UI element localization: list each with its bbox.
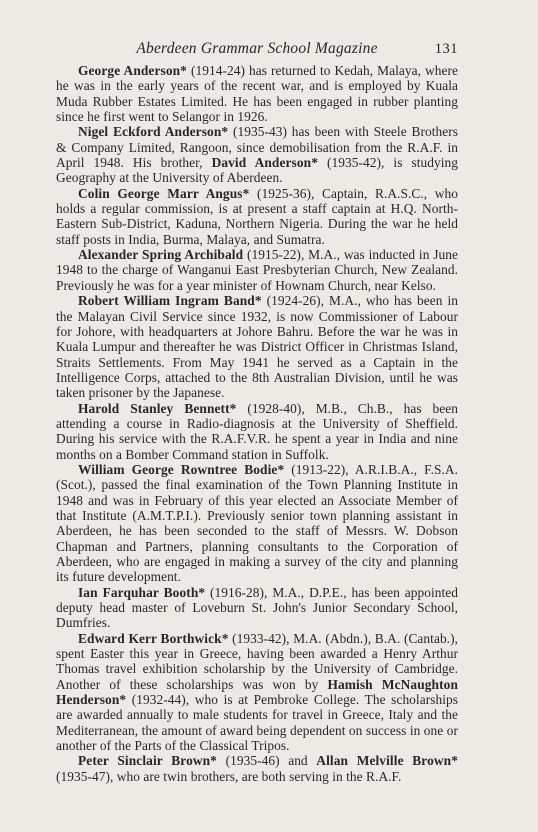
body-text (56, 63, 458, 784)
entry-name-secondary: Hamish McNaughton Henderson* (56, 676, 458, 708)
entry-peter-brown (56, 753, 458, 784)
entry-name: Harold Stanley Bennett* (78, 400, 237, 416)
entry-name: Peter Sinclair Brown* (78, 753, 217, 769)
page-header (56, 40, 458, 62)
entry-harold-bennett (56, 401, 458, 462)
entry-text: (1914-24) has returned to Kedah, Malaya, where he was in the early years of the recent war, and is employed by Kuala Muda Rubber Estates Limited. He has been engaged in rubber planting since he first went to Selangor in 1926. (56, 63, 458, 125)
entry-text: (1928-40), M.B., Ch.B., has been attending a course in Radio-diagnosis at the University of Sheffield. During his service with the R.A.F.V.R. he spent a year in India and nine months on a Bomber Command station in Suffolk. (56, 400, 458, 462)
entry-text: (1916-28), M.A., D.P.E., has been appointed deputy head master of Loveburn St. John's Junior Secondary School, Dumfries. (56, 584, 458, 631)
entry-text: (1913-22), A.R.I.B.A., F.S.A. (Scot.), passed the final examination of the Town Planning Institute in 1948 and was in February of this year elected an Associate Member of that Institute (A.M.T.P.I.). Previously senior town planning assistant in Aberdeen, he has been seconded to the staff of Messrs. W. Dobson Chapman and Partners, planning consultants to the Corporation of Aberdeen, who are engaged in making a survey of the city and planning its future development. (56, 461, 458, 585)
entry-name: Robert William Ingram Band* (78, 293, 262, 309)
entry-text: (1935-43) has been with Steele Brothers & Company Limited, Rangoon, since demobilisation from the R.A.F. in April 1948. His brother, (56, 124, 459, 171)
entry-alexander-archibald (56, 247, 458, 293)
entry-text: (1935-46) and (216, 753, 317, 769)
entry-name: Alexander Spring Archibald (78, 247, 244, 263)
entry-text: (1924-26), M.A., who has been in the Malayan Civil Service since 1932, is now Commissioner of Labour for Johore, with headquarters at Johore Bahru. Before the war he was in Kuala Lumpur and thereafter he was District Officer in Christmas Island, Straits Settlements. From May 1941 he served as a Captain in the Intelligence Corps, attached to the 8th Australian Division, until he was taken prisoner by the Japanese. (56, 293, 459, 401)
entry-text: (1933-42), M.A. (Abdn.), B.A. (Cantab.), spent Easter this year in Greece, having been awarded a Henry Arthur Thomas travel exhibition scholarship by the University of Cambridge. Another of these scholarships was won by (56, 630, 458, 692)
entry-text: (1925-36), Captain, R.A.S.C., who holds a regular commission, is at present a staff captain at H.Q. North-Eastern Sub-District, Kaduna, Northern Nigeria. During the war he held staff posts in India, Burma, Malaya, and Sumatra. (56, 185, 458, 247)
entry-name: Edward Kerr Borthwick* (78, 630, 229, 646)
entry-text-secondary: (1935-42), is studying Geography at the University of Aberdeen. (56, 155, 458, 186)
entry-name: William George Rowntree Bodie* (78, 461, 285, 477)
entry-william-bodie (56, 462, 458, 585)
entry-george-anderson (56, 63, 458, 124)
entry-text: (1915-22), M.A., was inducted in June 1948 to the charge of Wanganui East Presbyterian Church, New Zealand. Previously he was for a year minister of Hownam Church, near Kelso. (56, 247, 458, 293)
entry-text-secondary: (1935-47), who are twin brothers, are both serving in the R.A.F. (56, 768, 402, 784)
page-number: 131 (434, 41, 458, 57)
entry-robert-band (56, 293, 458, 400)
entry-text-secondary: (1932-44), who is at Pembroke College. The scholarships are awarded annually to male students for travel in Greece, Italy and the Mediterranean, the amount of award being dependent on success in one or another of the Parts of the Classical Tripos. (56, 692, 458, 754)
entry-name-secondary: David Anderson* (211, 155, 319, 171)
entry-name: Colin George Marr Angus* (78, 185, 250, 201)
entry-colin-angus (56, 186, 458, 247)
entry-ian-booth (56, 585, 458, 631)
entry-name-secondary: Allan Melville Brown* (316, 753, 459, 769)
entry-nigel-anderson (56, 124, 458, 185)
entry-name: George Anderson* (78, 63, 187, 78)
entry-name: Ian Farquhar Booth* (78, 584, 206, 600)
entry-edward-borthwick (56, 631, 458, 754)
running-title: Aberdeen Grammar School Magazine (136, 40, 378, 57)
entry-name: Nigel Eckford Anderson* (78, 124, 229, 140)
